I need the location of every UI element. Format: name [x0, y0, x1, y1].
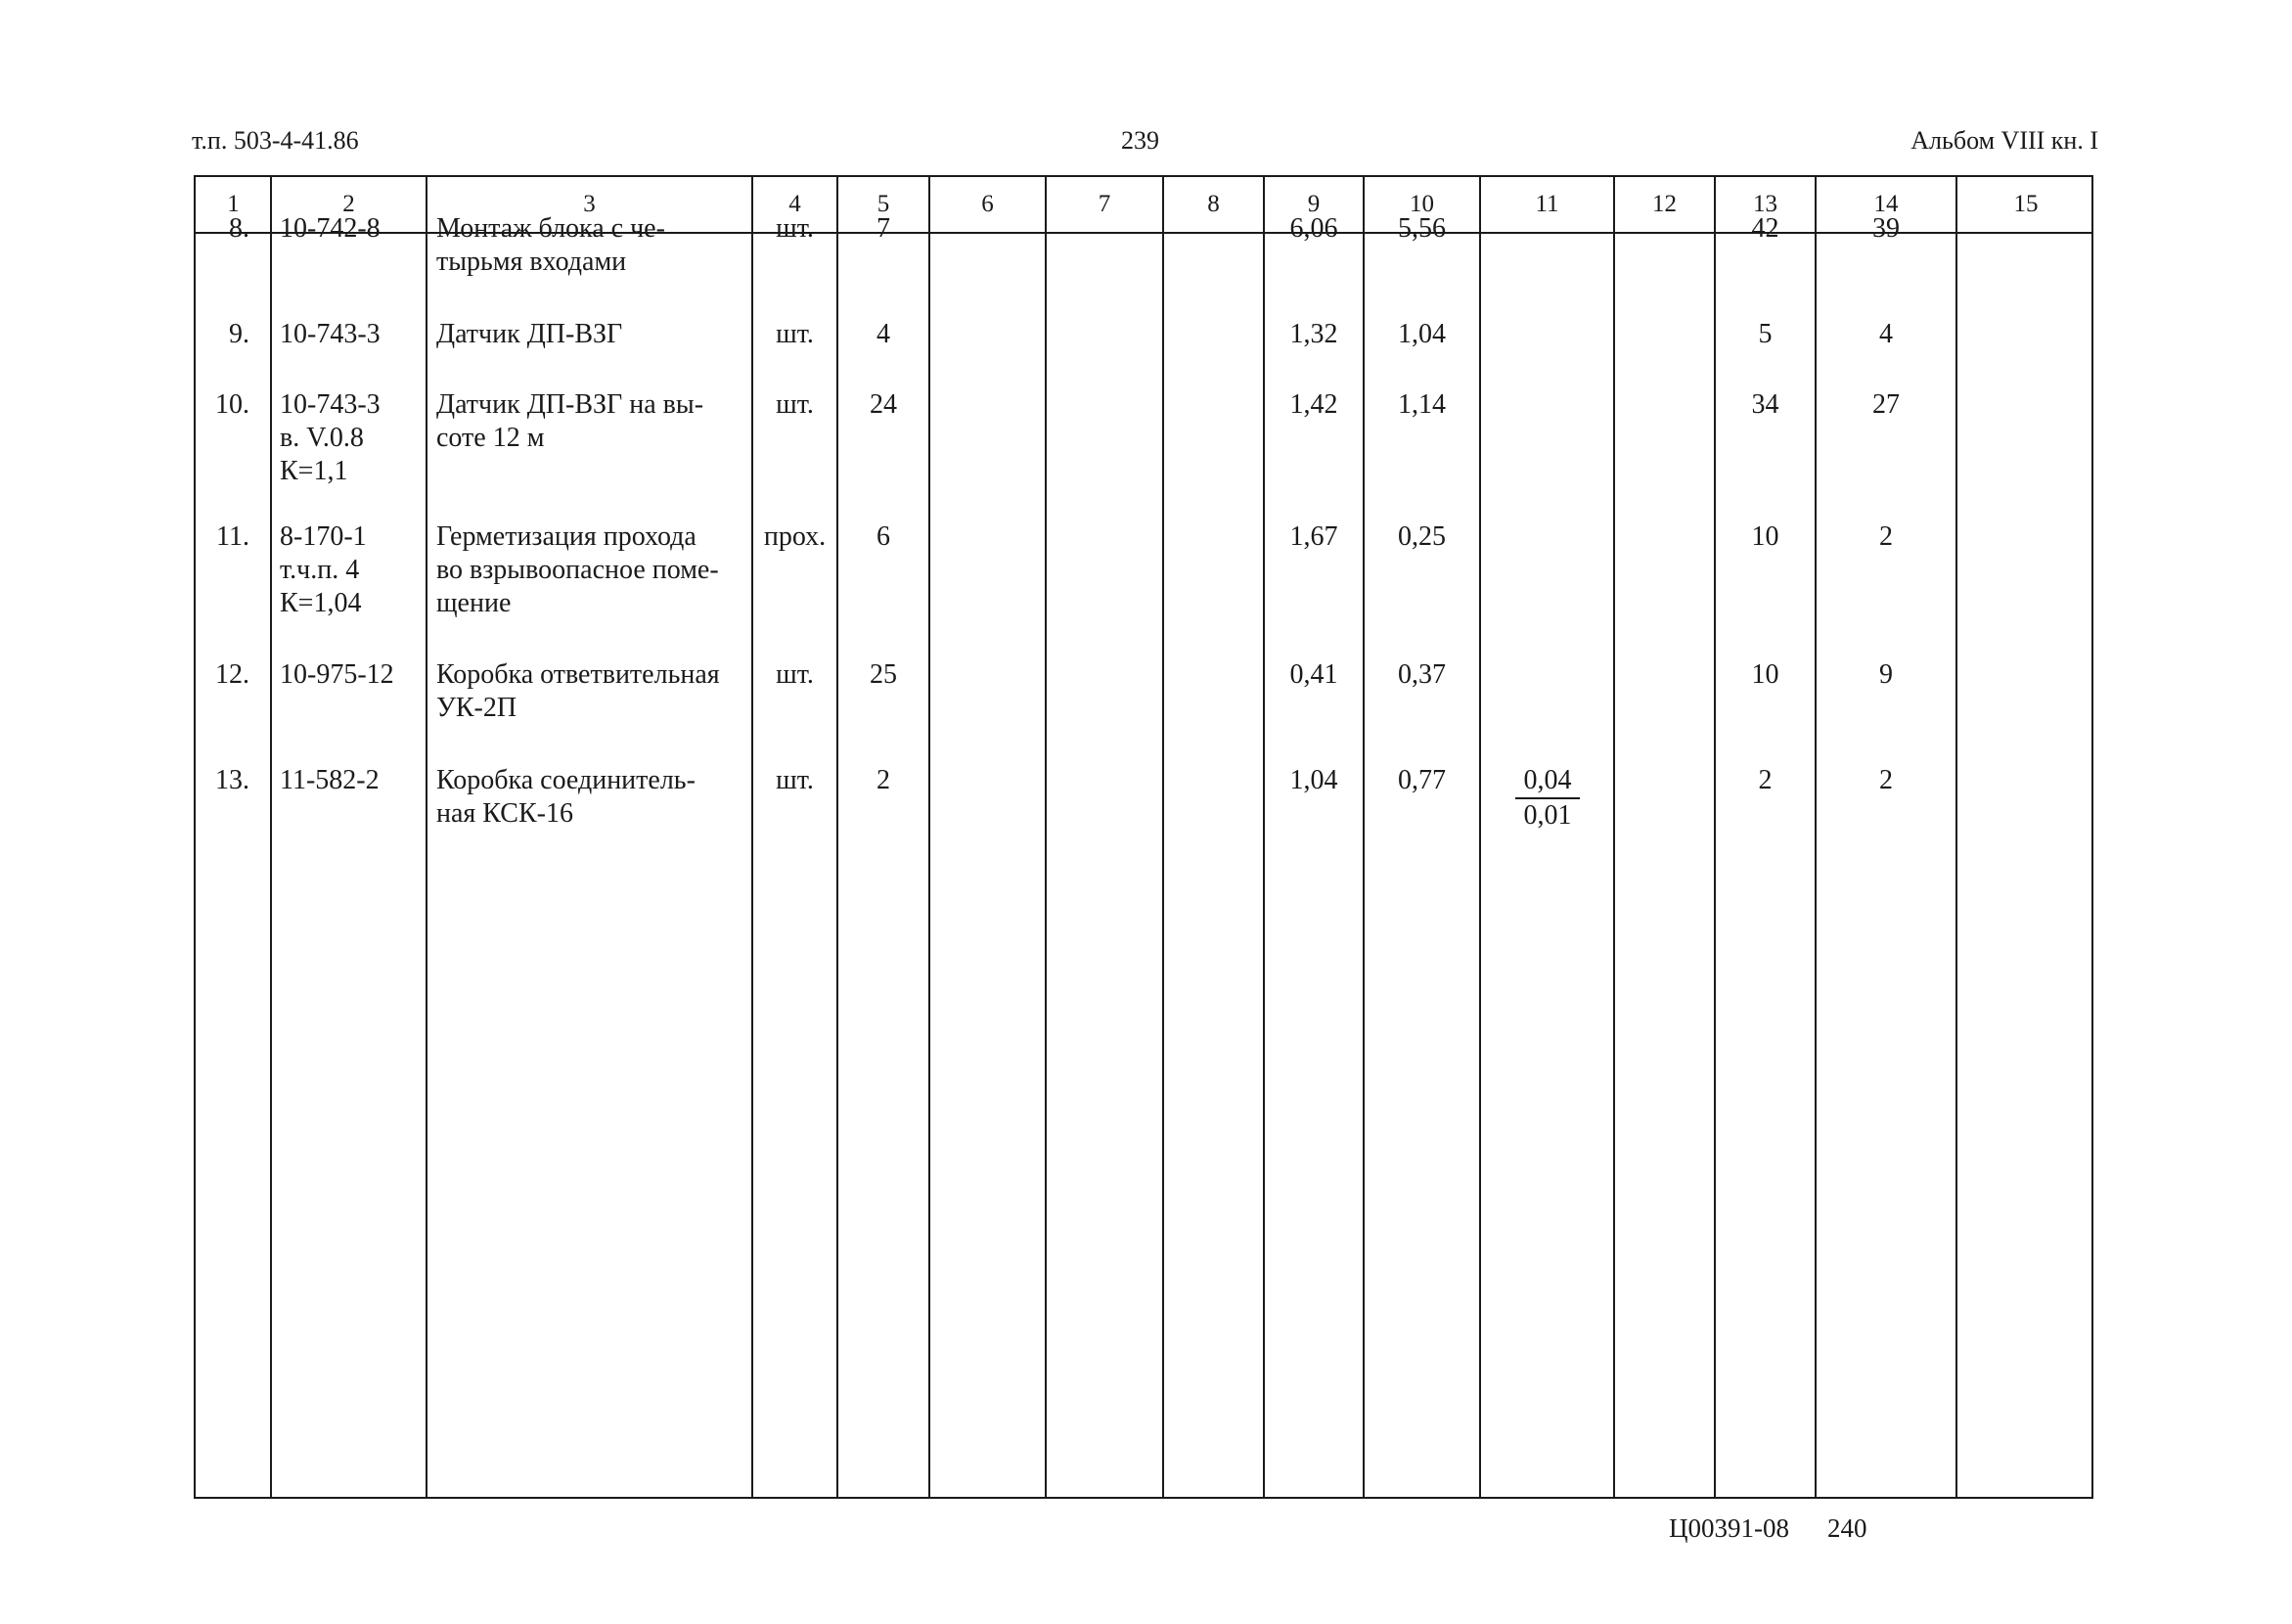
value-col-13: 10: [1751, 521, 1779, 552]
norm-code: 10-743-3 в. V.0.8 К=1,1: [280, 389, 381, 486]
value-col-14: 2: [1879, 765, 1893, 795]
column-number: 10: [1410, 191, 1434, 217]
column-number: 8: [1207, 191, 1220, 217]
unit: шт.: [776, 659, 814, 690]
work-description: Герметизация прохода во взрывоопасное поме- щение: [436, 521, 719, 618]
column-divider: [270, 177, 272, 1497]
norm-code: 10-742-8: [280, 213, 381, 244]
row-number: 10.: [215, 389, 249, 420]
quantity: 2: [876, 765, 890, 795]
quantity: 4: [876, 319, 890, 349]
column-divider: [1815, 177, 1817, 1497]
column-divider: [426, 177, 427, 1497]
column-number: 4: [788, 191, 801, 217]
unit: шт.: [776, 389, 814, 420]
value-col-13: 34: [1751, 389, 1779, 420]
value-col-10: 1,04: [1398, 319, 1446, 349]
value-col-14: 9: [1879, 659, 1893, 690]
page-number: 239: [1121, 126, 1159, 155]
work-description: Датчик ДП-ВЗГ: [436, 319, 623, 349]
quantity: 24: [870, 389, 897, 420]
row-number: 12.: [215, 659, 249, 690]
unit: шт.: [776, 319, 814, 349]
column-number: 9: [1307, 191, 1321, 217]
quantity: 25: [870, 659, 897, 690]
value-col-9: 1,32: [1289, 319, 1338, 349]
value-col-10: 1,14: [1398, 389, 1446, 420]
column-number: 5: [876, 191, 890, 217]
column-divider: [1045, 177, 1047, 1497]
value-col-9: 6,06: [1289, 213, 1338, 244]
value-col-13: 42: [1751, 213, 1779, 244]
column-divider: [1479, 177, 1481, 1497]
value-col-10: 0,77: [1398, 765, 1446, 795]
work-description: Монтаж блока с че- тырьмя входами: [436, 213, 665, 277]
value-col-10: 0,25: [1398, 521, 1446, 552]
column-divider: [751, 177, 753, 1497]
quantity: 7: [876, 213, 890, 244]
column-divider: [836, 177, 838, 1497]
work-description: Коробка соединитель- ная КСК-16: [436, 765, 696, 829]
work-description: Коробка ответвительная УК-2П: [436, 659, 720, 723]
column-number: 14: [1873, 191, 1899, 217]
value-col-10: 5,56: [1398, 213, 1446, 244]
value-col-14: 4: [1879, 319, 1893, 349]
row-number: 11.: [216, 521, 249, 552]
value-col-14: 39: [1872, 213, 1900, 244]
value-col-13: 10: [1751, 659, 1779, 690]
value-col-13: 2: [1758, 765, 1773, 795]
footer-page-number: 240: [1827, 1513, 1867, 1543]
fraction-denominator: 0,01: [1523, 800, 1572, 831]
norm-code: 8-170-1 т.ч.п. 4 К=1,04: [280, 521, 367, 618]
norm-code: 10-975-12: [280, 659, 394, 690]
value-col-9: 0,41: [1289, 659, 1338, 690]
unit: прох.: [763, 521, 827, 552]
value-col-9: 1,42: [1289, 389, 1338, 420]
column-divider: [1955, 177, 1957, 1497]
column-divider: [1162, 177, 1164, 1497]
unit: шт.: [776, 765, 814, 795]
quantity: 6: [876, 521, 890, 552]
norm-code: 10-743-3: [280, 319, 381, 349]
column-divider: [1363, 177, 1365, 1497]
column-number: 15: [2013, 191, 2039, 217]
column-number: 3: [583, 191, 596, 217]
unit: шт.: [776, 213, 814, 244]
value-col-10: 0,37: [1398, 659, 1446, 690]
row-number: 9.: [229, 319, 249, 349]
column-divider: [1714, 177, 1716, 1497]
row-number: 8.: [229, 213, 249, 244]
value-col-11-fraction: [1515, 764, 1580, 833]
footer-code: Ц00391-08: [1669, 1513, 1789, 1543]
row-number: 13.: [215, 765, 249, 795]
estimate-table: [194, 175, 2093, 1499]
column-number: 2: [342, 191, 355, 217]
value-col-13: 5: [1758, 319, 1773, 349]
value-col-14: 27: [1872, 389, 1900, 420]
work-description: Датчик ДП-ВЗГ на вы- соте 12 м: [436, 389, 704, 453]
column-number: 12: [1652, 191, 1677, 217]
value-col-14: 2: [1879, 521, 1893, 552]
value-col-9: 1,67: [1289, 521, 1338, 552]
column-divider: [1263, 177, 1265, 1497]
column-number: 1: [227, 191, 240, 217]
value-col-9: 1,04: [1289, 765, 1338, 795]
column-number: 11: [1535, 191, 1559, 217]
document-code: т.п. 503-4-41.86: [192, 126, 359, 155]
column-number: 13: [1753, 191, 1777, 217]
album-reference: Альбом VIII кн. I: [1910, 126, 2098, 155]
fraction-numerator: 0,04: [1515, 764, 1580, 799]
column-number: 7: [1098, 191, 1111, 217]
norm-code: 11-582-2: [280, 765, 380, 795]
column-divider: [1613, 177, 1615, 1497]
column-divider: [928, 177, 930, 1497]
column-number: 6: [981, 191, 994, 217]
